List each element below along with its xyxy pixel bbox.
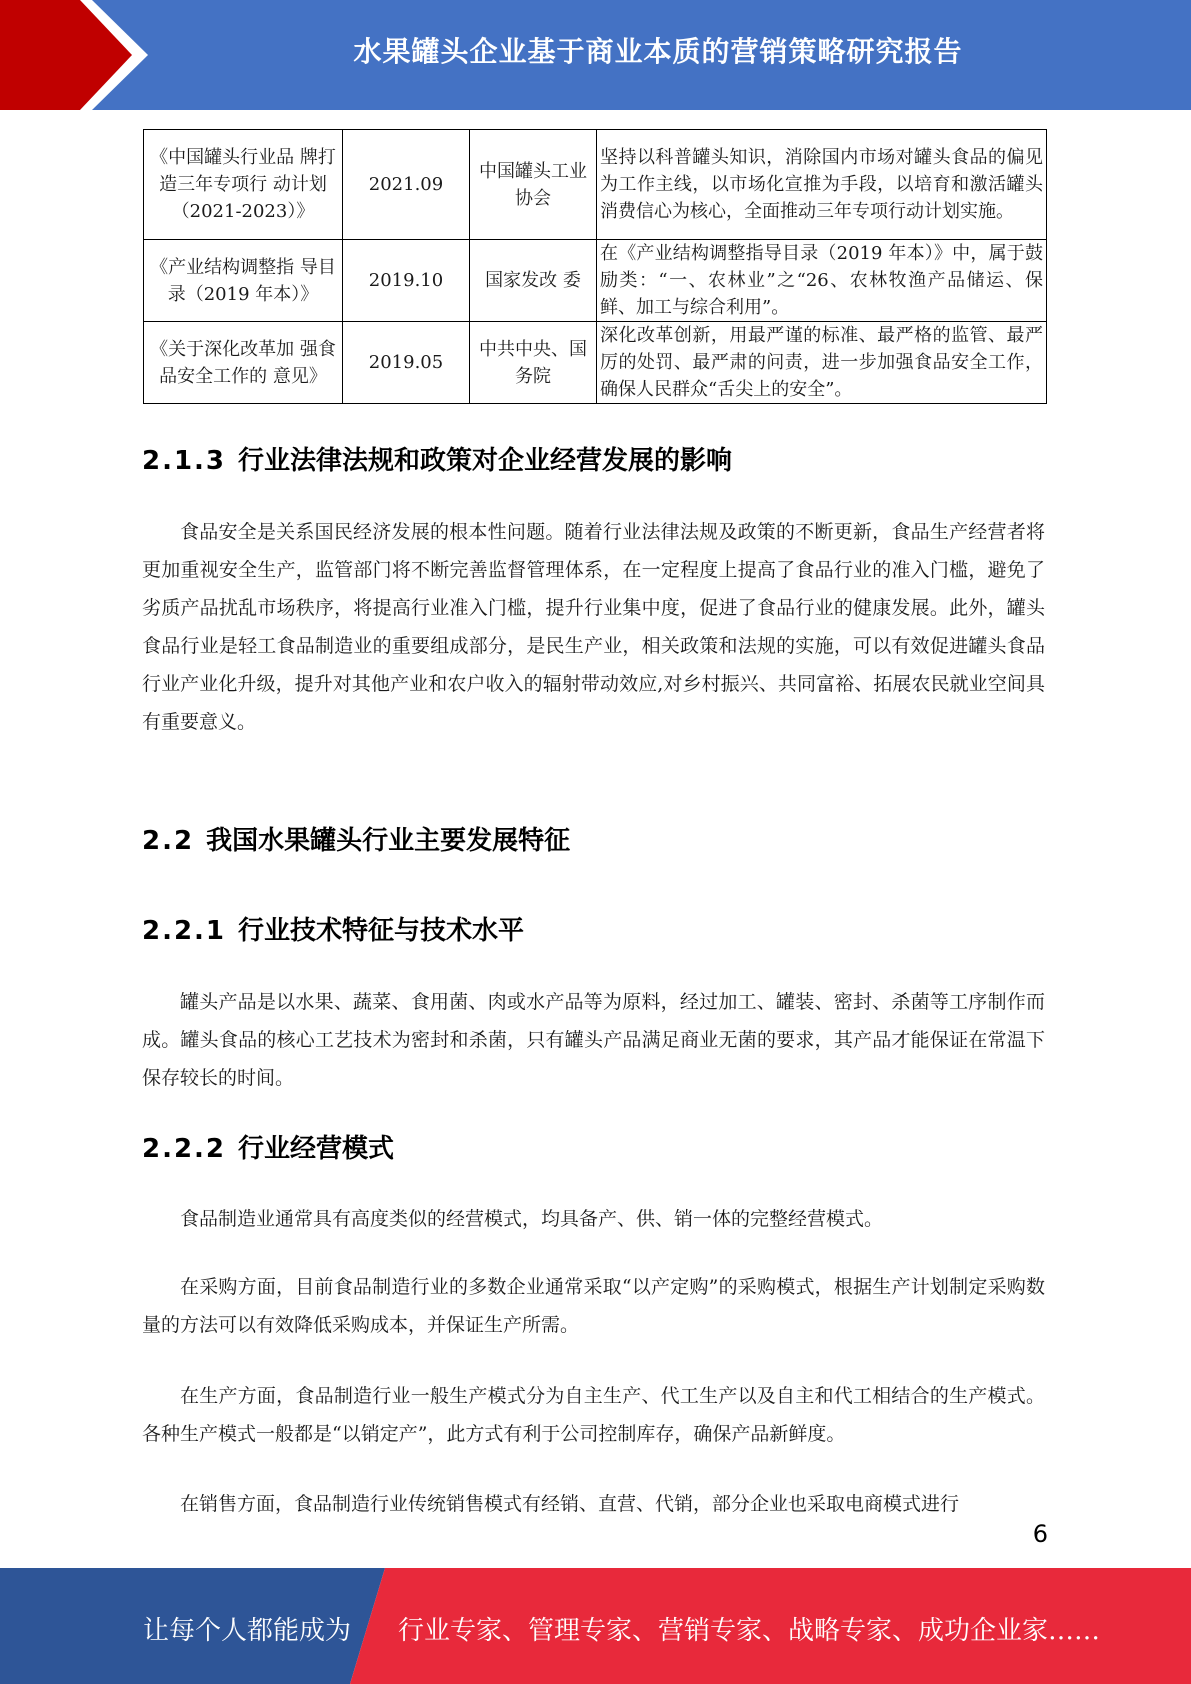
policy-name-cell bbox=[144, 130, 343, 240]
policy-org: 国家发改 委 bbox=[485, 270, 581, 291]
section-heading-2-1-3 bbox=[142, 440, 732, 477]
policy-org-cell bbox=[470, 240, 597, 322]
body-paragraph: 在采购方面，目前食品制造行业的多数企业通常采取“以产定购”的采购模式，根据生产计划制定采购数量的方法可以有效降低采购成本，并保证生产所需。 bbox=[142, 1276, 1045, 1336]
report-title: 水果罐头企业基于商业本质的营销策略研究报告 bbox=[353, 35, 963, 68]
body-paragraph: 在销售方面，食品制造行业传统销售模式有经销、直营、代销，部分企业也采取电商模式进行 bbox=[180, 1493, 960, 1515]
table-row bbox=[144, 130, 1047, 240]
policy-date-cell bbox=[343, 322, 470, 404]
section-number: 2.1.3 bbox=[142, 446, 227, 476]
policy-date: 2021.09 bbox=[368, 174, 444, 195]
section-heading-2-2-1 bbox=[142, 910, 524, 947]
page-number: 6 bbox=[1032, 1520, 1048, 1548]
policy-name: 《关于深化改革加 强食品安全工作的 意见》 bbox=[150, 338, 336, 387]
policy-desc-cell bbox=[597, 322, 1047, 404]
policy-desc: 坚持以科普罐头知识，消除国内市场对罐头食品的偏见为工作主线，以市场化宣推为手段，以培育和激活罐头消费信心为核心，全面推动三年专项行动计划实施。 bbox=[600, 147, 1043, 222]
policy-org-cell bbox=[470, 130, 597, 240]
policy-name-cell bbox=[144, 322, 343, 404]
section-number: 2.2.1 bbox=[142, 916, 227, 946]
footer-slogan-right: 行业专家、管理专家、营销专家、战略专家、成功企业家…… bbox=[398, 1616, 1101, 1646]
policy-desc-cell bbox=[597, 130, 1047, 240]
policy-date-cell bbox=[343, 240, 470, 322]
policy-org: 中国罐头工业协会 bbox=[479, 160, 587, 209]
section-title: 我国水果罐头行业主要发展特征 bbox=[206, 826, 571, 856]
policy-name: 《产业结构调整指 导目录（2019 年本）》 bbox=[150, 256, 336, 305]
body-paragraph: 食品制造业通常具有高度类似的经营模式，均具备产、供、销一体的完整经营模式。 bbox=[180, 1208, 884, 1230]
section-title: 行业技术特征与技术水平 bbox=[238, 916, 525, 946]
section-title: 行业法律法规和政策对企业经营发展的影响 bbox=[238, 446, 733, 476]
page-header bbox=[0, 0, 1191, 110]
table-row bbox=[144, 322, 1047, 404]
policy-date-cell bbox=[343, 130, 470, 240]
body-paragraph: 食品安全是关系国民经济发展的根本性问题。随着行业法律法规及政策的不断更新，食品生产经营者将更加重视安全生产，监管部门将不断完善监督管理体系，在一定程度上提高了食品行业的准入门槛，避免了劣质产品扰乱市场秩序，将提高行业准入门槛，提升行业集中度，促进了食品行业的健康发展。此外，罐头食品行业是轻工食品制造业的重要组成部分，是民生产业，相关政策和法规的实施，可以有效促进罐头食品行业产业化升级，提升对其他产业和农户收入的辐射带动效应,对乡村振兴、共同富裕、拓展农民就业空间具有重要意义。 bbox=[142, 521, 1045, 733]
page-footer bbox=[0, 1568, 1191, 1684]
body-paragraph: 在生产方面，食品制造行业一般生产模式分为自主生产、代工生产以及自主和代工相结合的生产模式。各种生产模式一般都是“以销定产”，此方式有利于公司控制库存，确保产品新鲜度。 bbox=[142, 1385, 1045, 1445]
section-number: 2.2.2 bbox=[142, 1134, 227, 1164]
section-title: 行业经营模式 bbox=[238, 1134, 395, 1164]
policy-date: 2019.10 bbox=[368, 270, 444, 291]
policy-org: 中共中央、国务院 bbox=[479, 338, 587, 387]
section-heading-2-2 bbox=[142, 820, 570, 857]
body-paragraph: 罐头产品是以水果、蔬菜、食用菌、肉或水产品等为原料，经过加工、罐装、密封、杀菌等工序制作而成。罐头食品的核心工艺技术为密封和杀菌，只有罐头产品满足商业无菌的要求，其产品才能保证在常温下保存较长的时间。 bbox=[142, 991, 1045, 1089]
section-heading-2-2-2 bbox=[142, 1128, 394, 1165]
policy-desc-cell bbox=[597, 240, 1047, 322]
policy-desc: 在《产业结构调整指导目录（2019 年本）》中，属于鼓励类：“一、农林业”之“26、农林牧渔产品储运、保鲜、加工与综合利用”。 bbox=[600, 243, 1043, 318]
table-row bbox=[144, 240, 1047, 322]
policy-date: 2019.05 bbox=[368, 352, 444, 373]
policy-name: 《中国罐头行业品 牌打造三年专项行 动计划（2021-2023）》 bbox=[150, 147, 336, 222]
footer-slogan-left: 让每个人都能成为 bbox=[143, 1616, 352, 1646]
header-arrow-decoration bbox=[0, 0, 160, 110]
policy-desc: 深化改革创新，用最严谨的标准、最严格的监管、最严厉的处罚、最严肃的问责，进一步加强食品安全工作，确保人民群众“舌尖上的安全”。 bbox=[600, 325, 1043, 400]
policy-org-cell bbox=[470, 322, 597, 404]
section-number: 2.2 bbox=[142, 826, 195, 856]
policy-name-cell bbox=[144, 240, 343, 322]
policy-table bbox=[143, 129, 1047, 404]
